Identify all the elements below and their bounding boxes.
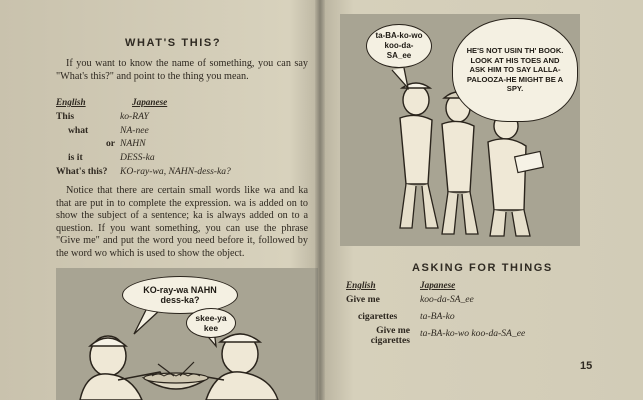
table-row-japanese: NAHN [120,138,146,149]
table-row-english: or [106,138,116,149]
section-title-asking-for-things: ASKING FOR THINGS [412,262,553,274]
illustration-soldiers-eating [56,268,318,400]
table-header-english: English [346,280,376,290]
left-page [0,0,318,400]
table-row-japanese: DESS-ka [120,152,155,163]
table-row-english: What's this? [56,166,108,177]
vocabulary-table-right [346,280,616,350]
table-row-japanese: KO-ray-wa, NAHN-dess-ka? [120,166,231,177]
notice-paragraph: Notice that there are certain small words like wa and ka that are put in to complete the expression. wa is added on to show the subject of a sentence; ka is always added on to a question. If you want something, you can use the phrase "Give me" and put the word you need before it, followed by the word wo which is used to show the object. [56,185,308,259]
table-row-english: This [56,111,75,122]
table-row-japanese: ko-RAY [120,111,149,122]
table-row-japanese: ta-BA-ko-wo koo-da-SA_ee [420,328,526,339]
table-row-japanese: koo-da-SA_ee [420,294,474,305]
right-page [322,0,643,400]
table-header-japanese: Japanese [420,280,456,290]
table-header-english: English [56,97,86,107]
table-row-english: Give me cigarettes [370,325,410,346]
table-row-japanese: NA-nee [120,125,149,136]
speech-bubble-answer: skee-ya kee [186,308,236,338]
table-row-english: is it [68,152,83,163]
page-number: 15 [580,360,593,372]
speech-bubble-question: KO-ray-wa NAHN dess-ka? [122,276,238,314]
intro-paragraph: If you want to know the name of something, you can say "What's this?" and point to the thing you mean. [56,58,308,82]
vocabulary-table-left [56,97,316,182]
table-row-japanese: ta-BA-ko [420,311,455,322]
table-header-japanese: Japanese [132,97,168,107]
table-row-english: cigarettes [358,311,398,322]
speech-bubble-request: ta-BA-ko-wo koo-da-SA_ee [366,24,432,68]
table-row-english: Give me [346,294,380,305]
table-row-english: what [68,125,89,136]
page-title-whats-this: WHAT'S THIS? [125,37,222,49]
illustration-soldiers-spy [340,14,580,246]
speech-bubble-spy-comment: HE'S NOT USIN TH' BOOK. LOOK AT HIS TOES AND ASK HIM TO SAY LALLA-PALOOZA-HE MIGHT BE A SPY. [452,18,578,122]
